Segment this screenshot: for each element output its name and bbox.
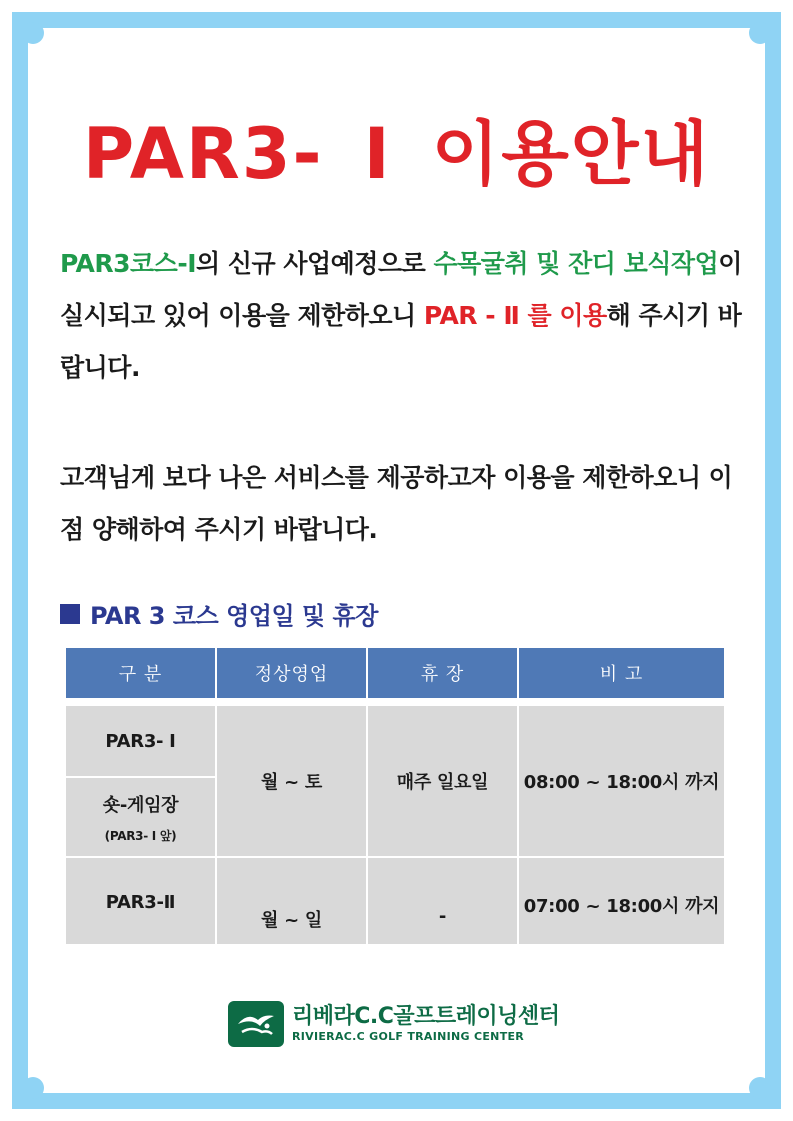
alternative-course-highlight: PAR - Ⅱ 를 이용 [423, 301, 607, 330]
header-note: 비 고 [518, 647, 725, 699]
title-numeral: I [363, 113, 392, 195]
square-bullet-icon [60, 604, 80, 624]
notice-text: 해 주시기 바랍니다. [60, 301, 742, 382]
brand-name-korean: 리베라C.C골프트레이닝센터 [292, 1004, 560, 1029]
row-name [65, 777, 216, 857]
notice-text: 이 실시되고 있어 이용을 제한하오니 [60, 249, 742, 330]
brand-name [292, 1004, 559, 1044]
hours-note: 08:00 ~ 18:00시 까지 [518, 705, 725, 857]
frame-corner [22, 22, 44, 44]
section-heading-text: PAR 3 코스 영업일 및 휴장 [90, 602, 378, 630]
title-par3: PAR3- [82, 113, 324, 195]
frame-corner [749, 1077, 771, 1099]
notice-text: 의 신규 사업예정으로 [196, 249, 434, 278]
section-heading [60, 596, 378, 631]
row-name-text: 숏-게임장 [102, 794, 179, 816]
open-days: 월 ~ 일 [216, 857, 367, 945]
header-open: 정상영업 [216, 647, 367, 699]
row-name: PAR3- Ⅰ [65, 705, 216, 777]
open-days: 월 ~ 토 [216, 705, 367, 857]
page-title [0, 98, 793, 199]
closed-days: 매주 일요일 [367, 705, 518, 857]
title-usage-guide: 이용안내 [431, 113, 711, 195]
notice-paragraph-2: 고객님게 보다 나은 서비스를 제공하고자 이용을 제한하오니 이점 양해하여 주시기 바랍니다. [60, 463, 733, 544]
table-header-row [65, 647, 725, 699]
frame-corner [749, 22, 771, 44]
notice-paragraph-1 [60, 238, 750, 394]
schedule-table [64, 646, 726, 946]
header-category: 구 분 [65, 647, 216, 699]
table-row [65, 857, 725, 945]
brand-logo [228, 1000, 559, 1048]
work-highlight: 수목굴취 및 잔디 보식작업 [433, 249, 719, 278]
closed-days: - [367, 857, 518, 945]
hours-note: 07:00 ~ 18:00시 까지 [518, 857, 725, 945]
brand-name-english: RIVIERAC.C GOLF TRAINING CENTER [292, 1030, 525, 1043]
table-row [65, 705, 725, 777]
frame-corner [22, 1077, 44, 1099]
golf-logo-icon [228, 1001, 284, 1047]
course-name-highlight: PAR3코스-Ⅰ [60, 249, 196, 278]
row-name-sub: (PAR3- Ⅰ 앞) [104, 828, 177, 843]
row-name: PAR3-Ⅱ [65, 857, 216, 945]
header-closed: 휴 장 [367, 647, 518, 699]
